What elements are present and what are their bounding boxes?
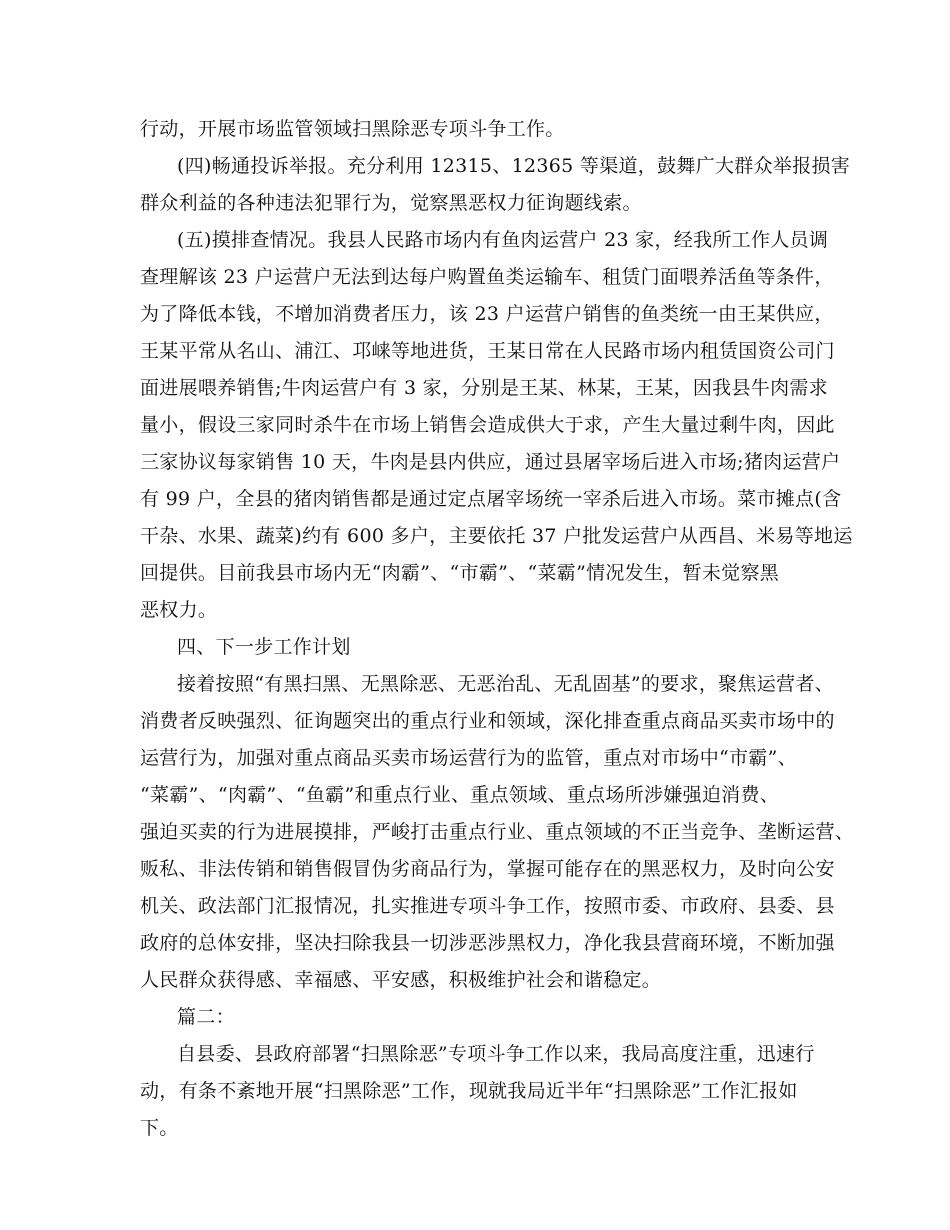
paragraph-line: 自县委、县政府部署“扫黑除恶”专项斗争工作以来，我局高度注重，迅速行: [177, 1043, 815, 1065]
paragraph-line: 恶权力。: [140, 599, 218, 621]
paragraph-line: 人民群众获得感、幸福感、平安感，积极维护社会和谐稳定。: [140, 969, 662, 991]
paragraph-line: 王某平常从名山、浦江、邛崃等地进货，王某日常在人民路市场内租赁国资公司门: [140, 340, 835, 362]
paragraph-line: 运营行为，加强对重点商品买卖市场运营行为的监管，重点对市场中“市霸”、: [140, 747, 797, 769]
paragraph-line: (四)畅通投诉举报。充分利用 12315、12365 等渠道，鼓舞广大群众举报损害: [177, 155, 851, 177]
paragraph-line: 有 99 户，全县的猪肉销售都是通过定点屠宰场统一宰杀后进入市场。菜市摊点(含: [140, 488, 842, 510]
paragraph-line: (五)摸排查情况。我县人民路市场内有鱼肉运营户 23 家，经我所工作人员调: [177, 229, 829, 251]
paragraph-line: 贩私、非法传销和销售假冒伪劣商品行为，掌握可能存在的黑恶权力，及时向公安: [140, 858, 835, 880]
paragraph-line: 为了降低本钱，不增加消费者压力，该 23 户运营户销售的鱼类统一由王某供应，: [140, 303, 834, 325]
section-heading: 四、下一步工作计划: [177, 636, 351, 658]
paragraph-line: 查理解该 23 户运营户无法到达每户购置鱼类运输车、租赁门面喂养活鱼等条件，: [140, 266, 834, 288]
paragraph-line: 三家协议每家销售 10 天，牛肉是县内供应，通过县屠宰场后进入市场;猪肉运营户: [140, 451, 841, 473]
paragraph-line: 回提供。目前我县市场内无“肉霸”、“市霸”、“菜霸”情况发生，暂未觉察黑: [140, 562, 780, 584]
paragraph-line: 机关、政法部门汇报情况，扎实推进专项斗争工作，按照市委、市政府、县委、县: [140, 895, 835, 917]
paragraph-line: 强迫买卖的行为进展摸排，严峻打击重点行业、重点领域的不正当竞争、垄断运营、: [140, 821, 855, 843]
paragraph-line: 干杂、水果、蔬菜)约有 600 多户，主要依托 37 户批发运营户从西昌、米易等地运: [140, 525, 853, 547]
paragraph-line: 量小，假设三家同时杀牛在市场上销售会造成供大于求，产生大量过剩牛肉，因此: [140, 414, 835, 436]
paragraph-line: 接着按照“有黑扫黑、无黑除恶、无恶治乱、无乱固基”的要求，聚焦运营者、: [177, 673, 834, 695]
paragraph-line: 政府的总体安排，坚决扫除我县一切涉恶涉黑权力，净化我县营商环境，不断加强: [140, 932, 835, 954]
paragraph-line: 动，有条不紊地开展“扫黑除恶”工作，现就我局近半年“扫黑除恶”工作汇报如: [140, 1080, 798, 1102]
paragraph-line: 面进展喂养销售;牛肉运营户有 3 家，分别是王某、林某，王某，因我县牛肉需求: [140, 377, 828, 399]
paragraph-line: 行动，开展市场监管领域扫黑除恶专项斗争工作。: [140, 118, 565, 140]
paragraph-line: 消费者反映强烈、征询题突出的重点行业和领域，深化排查重点商品买卖市场中的: [140, 710, 835, 732]
paragraph-line: 下。: [140, 1117, 179, 1139]
paragraph-line: “菜霸”、“肉霸”、“鱼霸”和重点行业、重点领域、重点场所涉嫌强迫消费、: [140, 784, 780, 806]
section-heading: 篇二：: [177, 1006, 235, 1028]
paragraph-line: 群众利益的各种违法犯罪行为，觉察黑恶权力征询题线索。: [140, 192, 642, 214]
